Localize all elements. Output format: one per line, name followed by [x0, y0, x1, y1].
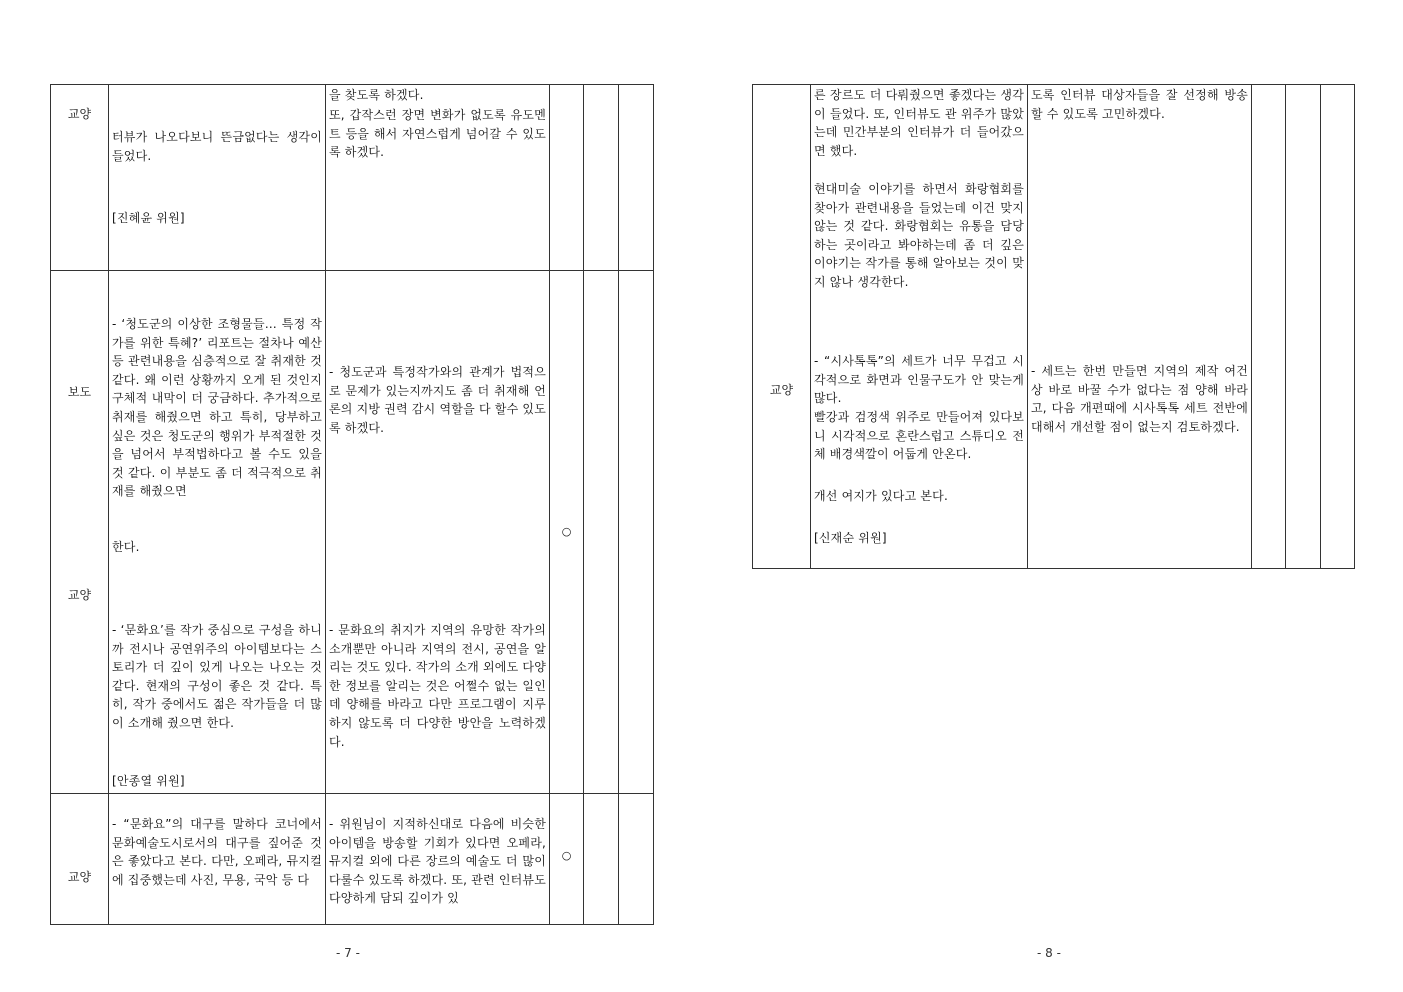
- opinion-text: 빨강과 검정색 위주로 만들어져 있다보니 시각적으로 혼란스럽고 스튜디오 전체 배경색깔이 어둡게 안온다.: [814, 410, 1024, 462]
- opinion-text: - ‘청도군의 이상한 조형물들… 특정 작가를 위한 특혜?’ 리포트는 절차나 예산 등 관련내용을 심층적으로 잘 취재한 것 같다. 왜 이런 상황까지 오게 된 것인지 구체적 내막이 더 궁금하다. 추가적으로 취재를 해줬으면 하고 특히, 당부하고 싶은 것은 청도군의 행위가 부적절한 것을 넘어서 부적법하다고 볼 수도 있을 것 같다. 이 부분도 좀 더 적극적으로 취재를 해줬으면: [112, 317, 322, 499]
- opinion-text: 른 장르도 더 다뤄줬으면 좋겠다는 생각이 들었다. 또, 인터뷰도 관 위주가 많았는데 민간부분의 인터뷰가 더 들어갔으면 했다.: [814, 88, 1024, 158]
- opinion-text: 개선 여지가 있다고 본다.: [814, 489, 948, 503]
- opinion-cell: [109, 271, 326, 794]
- member-name: [안종열 위원]: [112, 774, 185, 788]
- response-cell: [326, 85, 550, 271]
- response-cell: [1028, 85, 1252, 569]
- member-name: [진혜윤 위원]: [112, 211, 185, 225]
- opinion-text: 현대미술 이야기를 하면서 화랑협회를 찾아가 관련내용을 들었는데 이건 맞지 않는 것 같다. 화랑협회는 유통을 담당하는 곳이라고 봐야하는데 좀 더 깊은 이야기는 작가를 통해 알아보는 것이 맞지 않나 생각한다.: [814, 182, 1024, 289]
- response-text: - 세트는 한번 만들면 지역의 제작 여건상 바로 바꿀 수가 없다는 점 양해 바라고, 다음 개편때에 시사톡톡 세트 전반에 대해서 개선할 점이 없는지 검토하겠다.: [1031, 364, 1248, 434]
- category-label: 교양: [769, 383, 794, 397]
- category-label: 보도: [67, 385, 92, 399]
- mark-cell: [1321, 85, 1355, 569]
- page-number: - 8 -: [1037, 946, 1061, 960]
- left-review-table: [50, 84, 654, 925]
- category-label: 교양: [67, 870, 92, 884]
- category-label: 교양: [67, 107, 92, 121]
- mark-cell: [619, 794, 654, 925]
- opinion-text: - “문화요”의 대구를 말하다 코너에서 문화예술도시로서의 대구를 짚어준 것은 좋았다고 본다. 다만, 오페라, 뮤지컬에 집중했는데 사진, 무용, 국악 등 다: [112, 817, 322, 887]
- category-cell: [51, 271, 109, 794]
- mark-cell: [584, 271, 619, 794]
- opinion-text: 한다.: [112, 540, 140, 554]
- mark-cell: [619, 271, 654, 794]
- category-cell: [753, 85, 811, 569]
- opinion-cell: [109, 794, 326, 925]
- response-text: - 문화요의 취지가 지역의 유망한 작가의 소개뿐만 아니라 지역의 전시, 공연을 알리는 것도 있다. 작가의 소개 외에도 다양한 정보를 알리는 것은 어쩔수 없는 일인데 양해를 바라고 다만 프로그램이 지루하지 않도록 더 다양한 방안을 노력하겠다.: [329, 623, 546, 749]
- opinion-cell: [811, 85, 1028, 569]
- category-label: 교양: [67, 588, 92, 602]
- mark-cell: [1286, 85, 1321, 569]
- page-number: - 7 -: [336, 946, 360, 960]
- opinion-text: - ‘문화요’를 작가 중심으로 구성을 하니까 전시나 공연위주의 아이템보다는 스토리가 더 깊이 있게 나오는 나오는 것 같다. 현재의 구성이 좋은 것 같다. 특히, 작가 중에서도 젊은 작가들을 더 많이 소개해 줬으면 한다.: [112, 623, 322, 730]
- response-text: 을 찾도록 하겠다.: [329, 88, 424, 102]
- category-cell: [51, 794, 109, 925]
- mark-cell: [584, 794, 619, 925]
- circle-mark: ○: [561, 525, 572, 538]
- mark-cell: [550, 85, 584, 271]
- opinion-text: - “시사톡톡”의 세트가 너무 무겁고 시각적으로 화면과 인물구도가 안 맞는게 많다.: [814, 354, 1024, 406]
- mark-cell: [1252, 85, 1286, 569]
- right-review-table: [752, 84, 1355, 569]
- response-cell: [326, 794, 550, 925]
- table-row: [51, 85, 654, 271]
- table-row: [753, 85, 1355, 569]
- member-name: [신재순 위원]: [814, 531, 887, 545]
- response-text: - 청도군과 특정작가와의 관계가 법적으로 문제가 있는지까지도 좀 더 취재해 언론의 지방 권력 감시 역할을 다 할수 있도록 하겠다.: [329, 365, 546, 435]
- response-text: 또, 갑작스런 장면 변화가 없도록 유도멘트 등을 해서 자연스럽게 넘어갈 수 있도록 하겠다.: [329, 108, 546, 160]
- circle-mark: ○: [561, 849, 572, 862]
- mark-cell: [550, 794, 584, 925]
- response-text: 도록 인터뷰 대상자들을 잘 선정해 방송할 수 있도록 고민하겠다.: [1031, 88, 1248, 121]
- opinion-text: 터뷰가 나오다보니 뜬금없다는 생각이 들었다.: [112, 130, 322, 163]
- table-row: [51, 271, 654, 794]
- mark-cell: [550, 271, 584, 794]
- mark-cell: [584, 85, 619, 271]
- category-cell: [51, 85, 109, 271]
- mark-cell: [619, 85, 654, 271]
- response-text: - 위원님이 지적하신대로 다음에 비슷한 아이템을 방송할 기회가 있다면 오페라, 뮤지컬 외에 다른 장르의 예술도 더 많이 다룰수 있도록 하겠다. 또, 관련 인터뷰도 다양하게 담되 깊이가 있: [329, 817, 546, 906]
- table-row: [51, 794, 654, 925]
- opinion-cell: [109, 85, 326, 271]
- response-cell: [326, 271, 550, 794]
